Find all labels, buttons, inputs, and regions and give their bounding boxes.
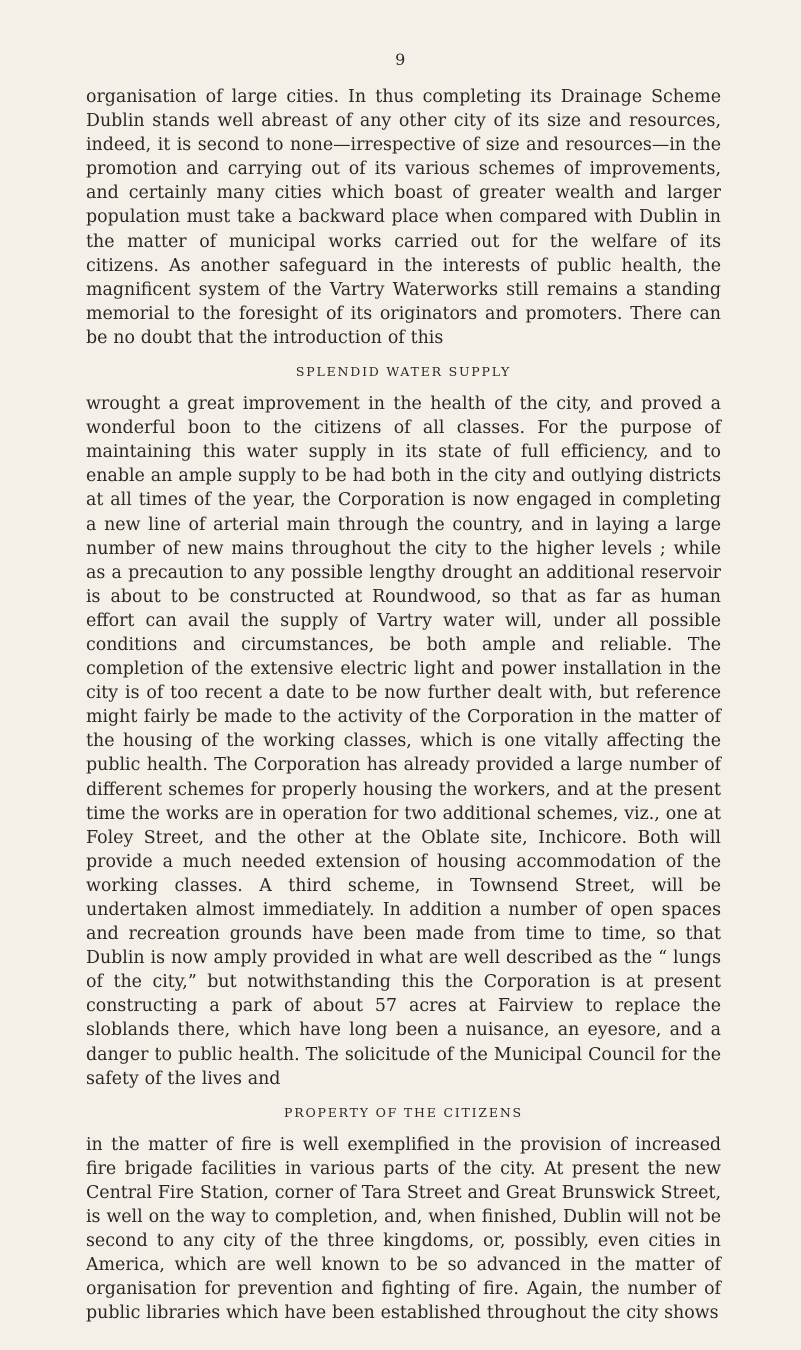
section-heading-splendid-water-supply: SPLENDID WATER SUPPLY [295, 364, 512, 380]
paragraph-fire-brigade: in the matter of fire is well exemplified in the provision of increased fire brigade facilities in various parts of the city. At present the new Central Fire Station, corner of Tara Street and Great Brunswick Street, is well on the way to completion, and, when finished, Dublin will not be second to any city of the three kingdoms, or, possibly, even cities in America, which are well known to be so advanced in the matter of organisation for prevention and fighting of fire. Again, the number of public libraries which have been established throughout the city shows [86, 1134, 721, 1324]
page-body [86, 85, 721, 1326]
paragraph-water-supply-and-housing: wrought a great improvement in the health of the city, and proved a wonderful boon to the citizens of all classes. For the purpose of maintaining this water supply in its state of full efficiency, and to enable an ample supply to be had both in the city and outlying districts at all times of the year, the Corporation is now engaged in completing a new line of arterial main through the country, and in laying a large number of new mains throughout the city to the higher levels ; while as a precaution to any possible lengthy drought an additional reservoir is about to be constructed at Roundwood, so that as far as human effort can avail the supply of Vartry water will, under all possible conditions and circumstances, be both ample and reliable. The completion of the extensive electric light and power installation in the city is of too recent a date to be now further dealt with, but reference might fairly be made to the activity of the Corporation in the matter of the housing of the working classes, which is one vitally affecting the public health. The Corporation has already provided a large number of different schemes for properly housing the workers, and at the present time the works are in operation for two additional schemes, viz., one at Foley Street, and the other at the Oblate site, Inchicore. Both will provide a much needed extension of housing accommodation of the working classes. A third scheme, in Townsend Street, will be undertaken almost immediately. In addition a number of open spaces and recreation grounds have been made from time to time, so that Dublin is now amply provided in what are well described as the “ lungs of the city,” but notwithstanding this the Corporation is at present constructing a park of about 57 acres at Fairview to replace the sloblands there, which have long been a nuisance, an eyesore, and a danger to public health. The solicitude of the Municipal Council for the safety of the lives and [86, 394, 721, 1089]
paragraph-drainage-scheme: organisation of large cities. In thus completing its Drainage Scheme Dublin stands well abreast of any other city of its size and resources, indeed, it is second to none—irrespective of size and resources—in the promotion and carrying out of its various schemes of improvements, and certainly many cities which boast of greater wealth and larger population must take a backward place when compared with Dublin in the matter of municipal works carried out for the welfare of its citizens. As another safeguard in the interests of public health, the magnificent system of the Vartry Waterworks still remains a standing memorial to the foresight of its originators and promoters. There can be no doubt that the introduction of this [86, 87, 721, 348]
page-number: 9 [395, 50, 406, 69]
section-heading-property-of-the-citizens: PROPERTY OF THE CITIZENS [284, 1104, 523, 1120]
